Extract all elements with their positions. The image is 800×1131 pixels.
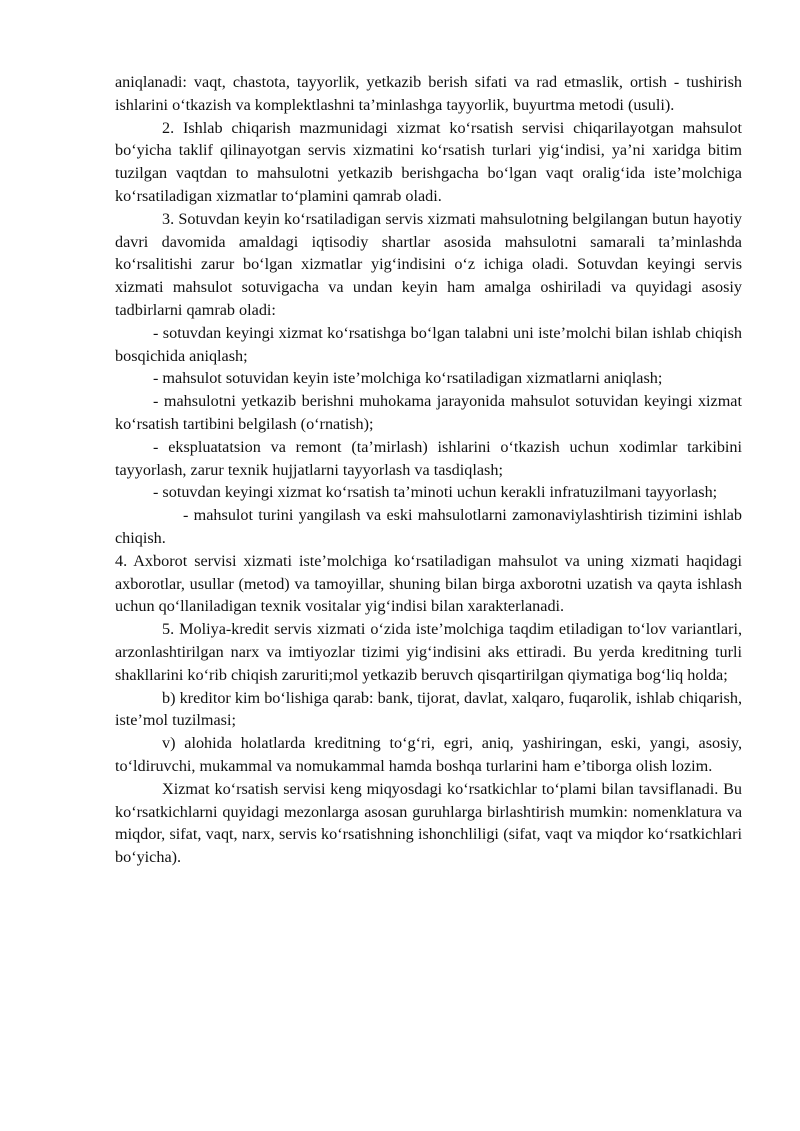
paragraph-continuation: aniqlanadi: vaqt, chastota, tayyorlik, yetkazib berish sifati va rad etmaslik, ortish - tushirish ishlarini o‘tkazish va komplektlashni ta’minlashga tayyorlik, buyurtma metodi (usuli). — [115, 73, 742, 114]
list-item: - mahsulot sotuvidan keyin iste’molchiga ko‘rsatiladigan xizmatlarni aniqlash; — [153, 369, 663, 388]
list-item: - ekspluatatsion va remont (ta’mirlash) ishlarini o‘tkazish uchun xodimlar tarkibini tayyorlash, zarur texnik hujjatlarni tayyorlash va tasdiqlash; — [115, 437, 742, 479]
paragraph-item-3: 3. Sotuvdan keyin ko‘rsatiladigan servis xizmati mahsulotning belgilangan butun hayotiy davri davomida amaldagi iqtisodiy shartlar asosida mahsulotni samarali ta’minlashda ko‘rsalitishi zarur bo‘lgan xizmatlar yig‘indisini o‘z ichiga oladi. Sotuvdan keyingi servis xizmati mahsulot sotuvigacha va undan keyin ham amalga oshiriladi va quyidagi asosiy tadbirlarni qamrab oladi: — [115, 209, 742, 319]
list-item: - mahsulot turini yangilash va eski mahsulotlarni zamonaviylashtirish tizimini ishlab chiqish. — [115, 506, 742, 547]
paragraph-item-2: 2. Ishlab chiqarish mazmunidagi xizmat ko‘rsatish servisi chiqarilayotgan mahsulot bo‘yicha taklif qilinayotgan servis xizmatini ko‘rsatish turlari yig‘indisi, ya’ni xaridga bitim tuzilgan vaqtdan to mahsulotni yetkazib berishgacha bo‘lgan vaqt oralig‘ida iste’molchiga ko‘rsatiladigan xizmatlar to‘plamini qamrab oladi. — [115, 118, 742, 205]
paragraph-summary: Xizmat ko‘rsatish servisi keng miqyosdagi ko‘rsatkichlar to‘plami bilan tavsiflanadi. Bu ko‘rsatkichlarni quyidagi mezonlarga asosan guruhlarga birlashtirish mumkin: nomenklatura va miqdor, sifat, vaqt, narx, servis ko‘rsatishning ishonchliligi (sifat, vaqt va miqdor ko‘rsatkichlari bo‘yicha). — [115, 779, 742, 867]
list-item: - sotuvdan keyingi xizmat ko‘rsatishga bo‘lgan talabni uni iste’molchi bilan ishlab chiqish bosqichida aniqlash; — [115, 323, 742, 365]
paragraph-item-v: v) alohida holatlarda kreditning to‘g‘ri, egri, aniq, yashiringan, eski, yangi, asosiy, to‘ldiruvchi, mukammal va nomukammal hamda boshqa turlarini ham e’tiborga olish lozim. — [115, 734, 742, 775]
paragraph-item-5: 5. Moliya-kredit servis xizmati o‘zida iste’molchiga taqdim etiladigan to‘lov variantlari, arzonlashtirilgan narx va imtiyozlar tizimi yig‘indisini aks ettiradi. Bu yerda kreditning turli shakllarini ko‘rib chiqish zaruriti;mol yetkazib beruvch qisqartirilgan qiymatiga bog‘liq holda; — [115, 620, 742, 684]
list-item: - mahsulotni yetkazib berishni muhokama jarayonida mahsulot sotuvidan keyingi xizmat ko‘rsatish tartibini belgilash (o‘rnatish); — [115, 392, 742, 433]
paragraph-item-4: 4. Axborot servisi xizmati iste’molchiga ko‘rsatiladigan mahsulot va uning xizmati haqidagi axborotlar, usullar (metod) va tamoyillar, shuning bilan birga axborotni uzatish va qayta ishlash uchun qo‘llaniladigan texnik vositalar yig‘indisi bilan xarakterlanadi. — [115, 551, 742, 616]
list-item: - sotuvdan keyingi xizmat ko‘rsatish ta’minoti uchun kerakli infratuzilmani tayyorlash; — [153, 483, 718, 502]
document-page — [115, 71, 742, 869]
paragraph-item-b: b) kreditor kim bo‘lishiga qarab: bank, tijorat, davlat, xalqaro, fuqarolik, ishlab chiqarish, iste’mol tuzilmasi; — [115, 688, 742, 730]
